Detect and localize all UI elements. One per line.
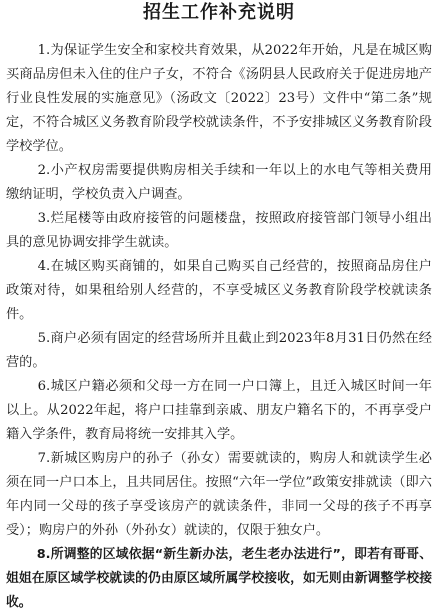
paragraph-8-bold: 8.所调整的区域依据“新生新办法，老生老办法进行”，即若有哥哥、姐姐在原区域学校就读的仍由原区域所属学校接收，如无则由新调整学校接收。 (6, 547, 432, 610)
paragraph-5: 5.商户必须有固定的经营场所并且截止到2023年8月31日仍然在经营的。 (6, 331, 432, 370)
paragraph-1: 1.为保证学生安全和家校共育效果，从2022年开始，凡是在城区购买商品房但未入住的住户子女，不符合《汤阴县人民政府关于促进房地产行业良性发展的实施意见》（汤政文〔2022〕23号）文件中“第二条”规定，不符合城区义务教育阶段学校就读条件，不予安排城区义务教育阶段学校学位。 (6, 43, 432, 154)
document-title: 招生工作补充说明 (143, 2, 295, 23)
paragraph-6: 6.城区户籍必须和父母一方在同一户口簿上，且迁入城区时间一年以上。从2022年起，将户口挂靠到亲戚、朋友户籍名下的，不再享受户籍入学条件，教育局将统一安排其入学。 (6, 379, 432, 442)
paragraph-4: 4.在城区购买商铺的，如果自己购买自己经营的，按照商品房住户政策对待，如果租给别人经营的，不享受城区义务教育阶段学校就读条件。 (6, 259, 432, 322)
paragraph-7: 7.新城区购房户的孙子（孙女）需要就读的，购房人和就读学生必须在同一户口本上，且共同居住。按照“六年一学位”政策安排就读（即六年内同一父母的孩子享受该房产的就读条件，非同一父母的孩子不再享受）；购房户的外孙（外孙女）就读的，仅限于独女户。 (6, 451, 432, 538)
paragraph-3: 3.烂尾楼等由政府接管的问题楼盘，按照政府接管部门领导小组出具的意见协调安排学生就读。 (6, 211, 432, 250)
paragraph-2: 2.小产权房需要提供购房相关手续和一年以上的水电气等相关费用缴纳证明，学校负责入户调查。 (6, 163, 432, 202)
